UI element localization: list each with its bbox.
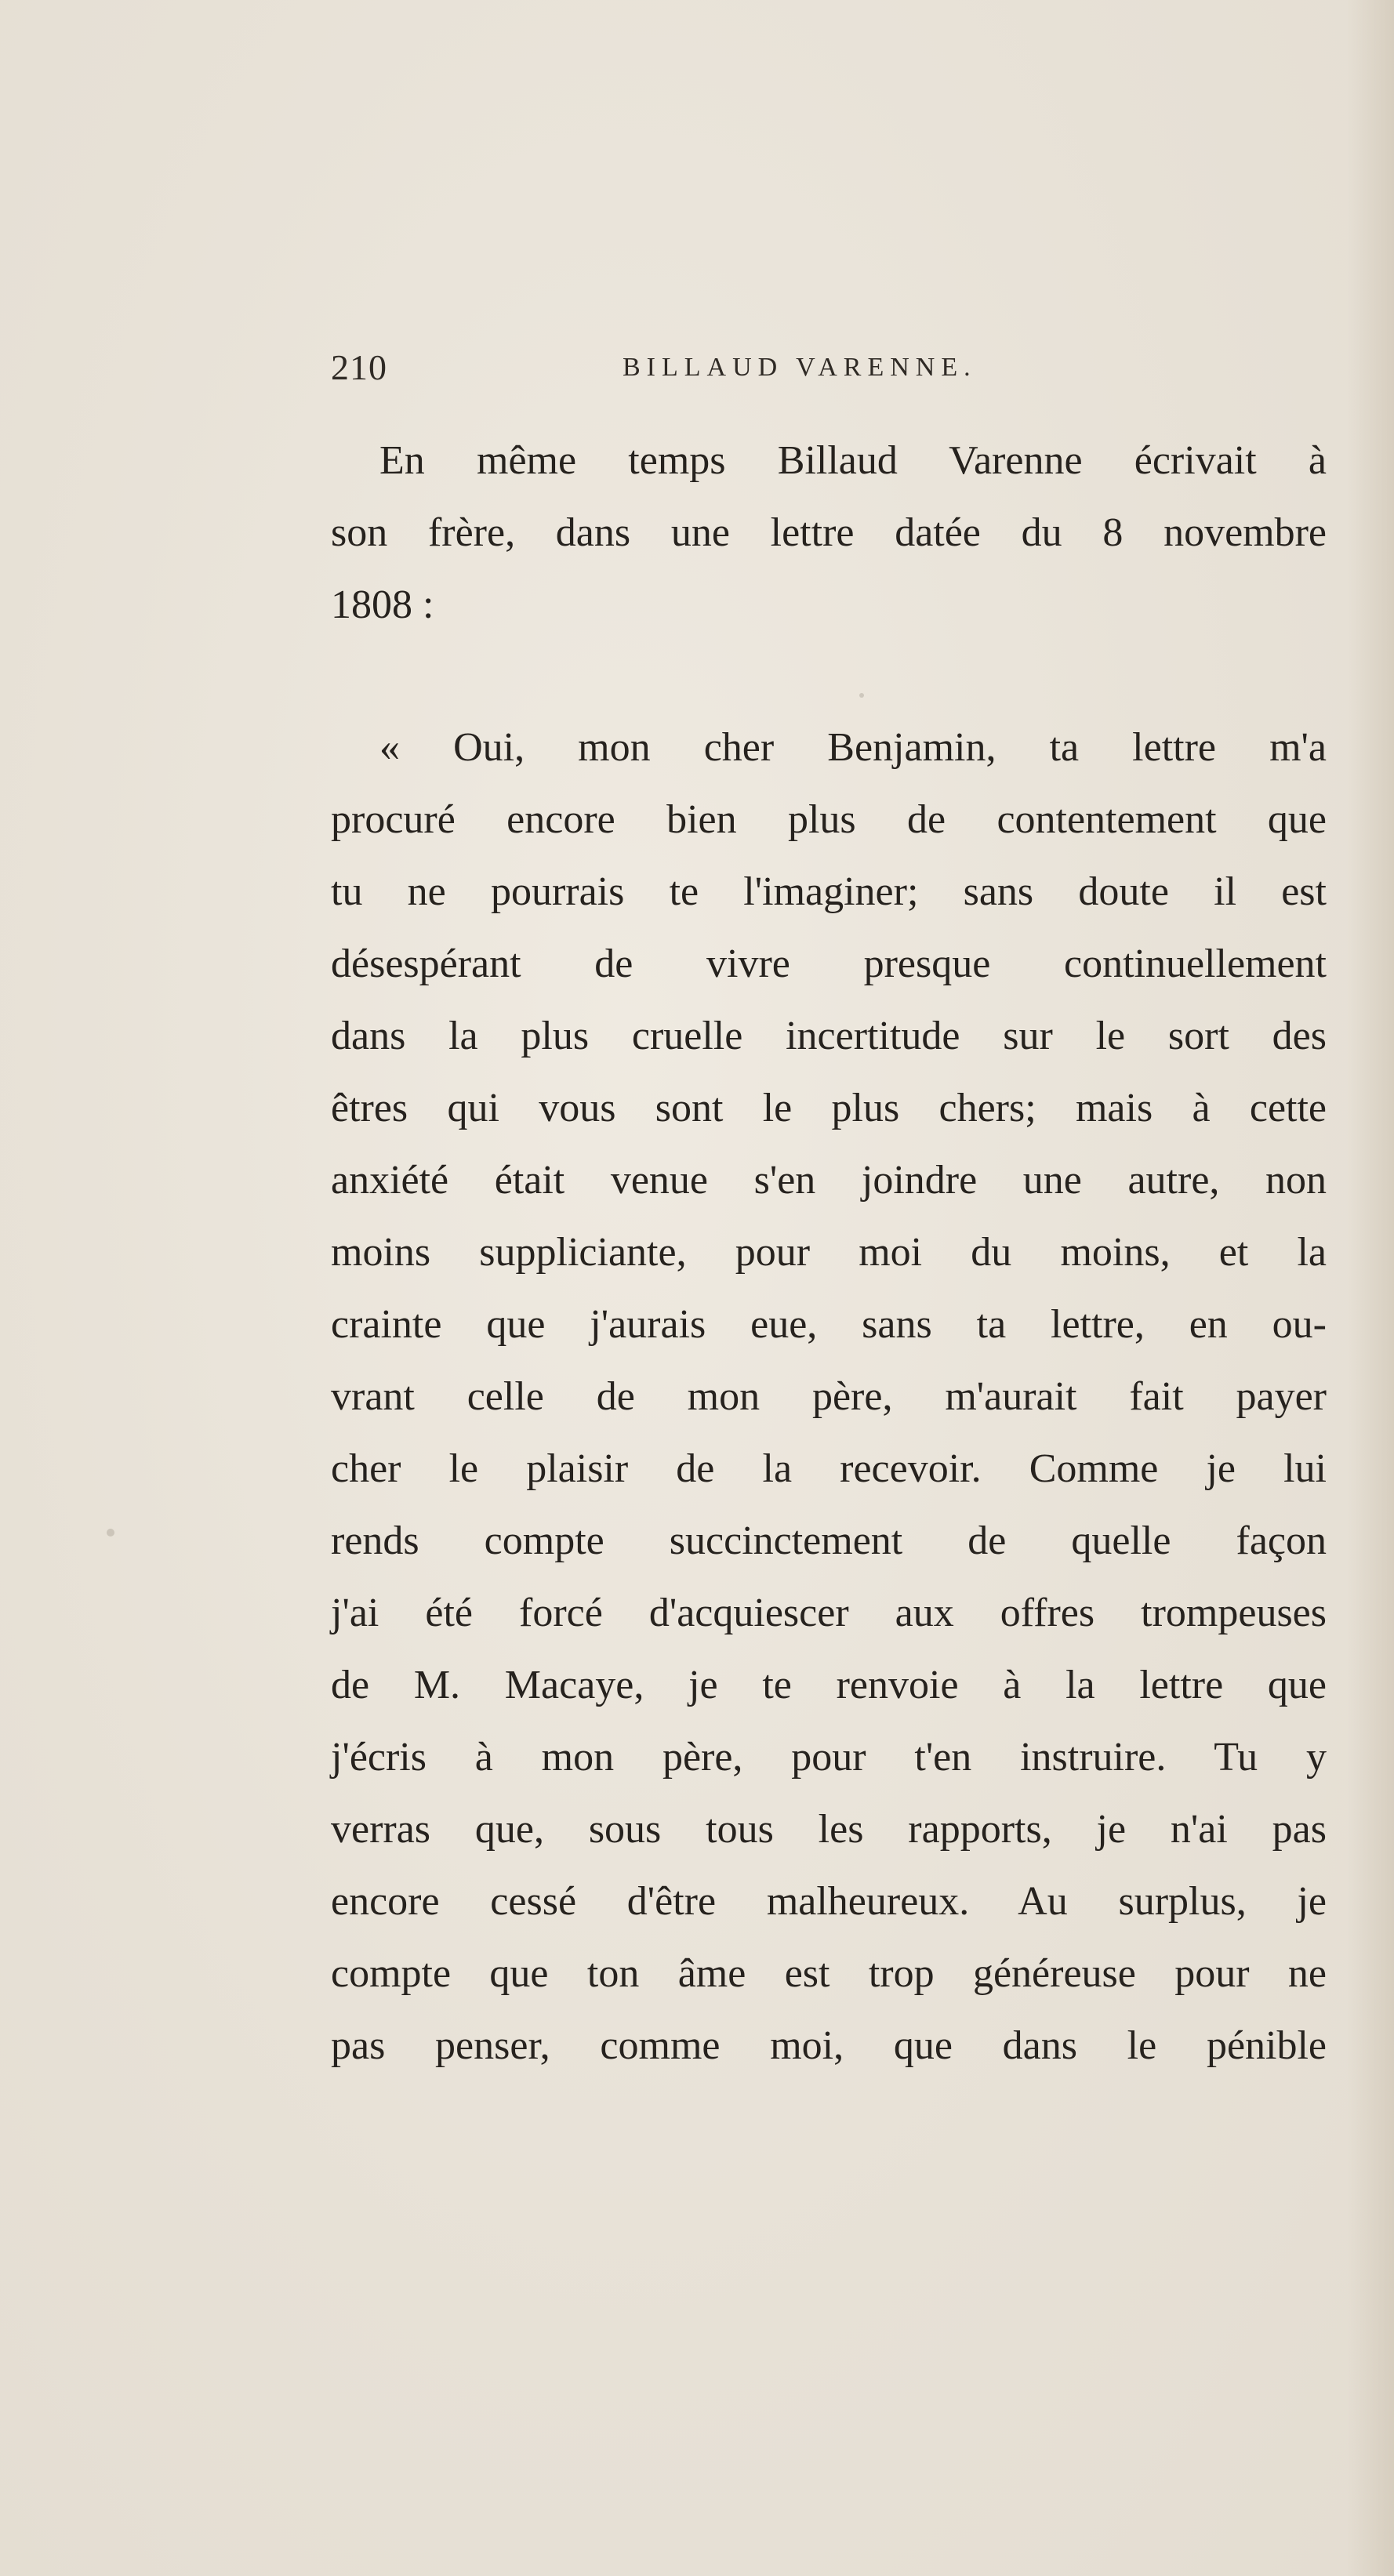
text-line: moins suppliciante, pour moi du moins, et la	[331, 1230, 1327, 1275]
text-line: êtres qui vous sont le plus chers; mais à cette	[331, 1086, 1327, 1130]
text-line: j'écris à mon père, pour t'en instruire. Tu y	[331, 1735, 1327, 1780]
text-line: procuré encore bien plus de contentement que	[331, 797, 1327, 842]
running-head: BILLAUD VARENNE.	[623, 353, 977, 382]
paper-speck	[107, 1529, 114, 1537]
page-number: 210	[331, 347, 387, 387]
page-edge-shading	[1347, 0, 1394, 2576]
text-line: encore cessé d'être malheureux. Au surplus, je	[331, 1879, 1327, 1924]
text-line: désespérant de vivre presque continuellement	[331, 942, 1327, 986]
page-header	[331, 346, 1036, 394]
text-line: dans la plus cruelle incertitude sur le sort des	[331, 1014, 1327, 1058]
paragraph-gap	[331, 641, 1327, 712]
text-line: tu ne pourrais te l'imaginer; sans doute il est	[331, 869, 1327, 914]
text-line: anxiété était venue s'en joindre une autre, non	[331, 1158, 1327, 1203]
text-line: cher le plaisir de la recevoir. Comme je lui	[331, 1446, 1327, 1491]
text-line: vrant celle de mon père, m'aurait fait payer	[331, 1374, 1327, 1419]
text-line: j'ai été forcé d'acquiescer aux offres trompeuses	[331, 1591, 1327, 1635]
text-line: compte que ton âme est trop généreuse pour ne	[331, 1951, 1327, 1996]
text-line: son frère, dans une lettre datée du 8 novembre	[331, 510, 1327, 555]
paragraph-1	[331, 425, 1327, 641]
text-line: En même temps Billaud Varenne écrivait à	[379, 438, 1327, 483]
text-line: 1808 :	[331, 582, 434, 627]
text-line: verras que, sous tous les rapports, je n'ai pas	[331, 1807, 1327, 1852]
text-line: « Oui, mon cher Benjamin, ta lettre m'a	[379, 725, 1327, 770]
page-body	[331, 425, 1327, 2082]
text-line: pas penser, comme moi, que dans le pénible	[331, 2023, 1327, 2068]
text-line: crainte que j'aurais eue, sans ta lettre, en ou-	[331, 1302, 1327, 1347]
text-line: de M. Macaye, je te renvoie à la lettre que	[331, 1663, 1327, 1707]
text-line: rends compte succinctement de quelle façon	[331, 1518, 1327, 1563]
paragraph-2-letter-quote	[331, 712, 1327, 2082]
